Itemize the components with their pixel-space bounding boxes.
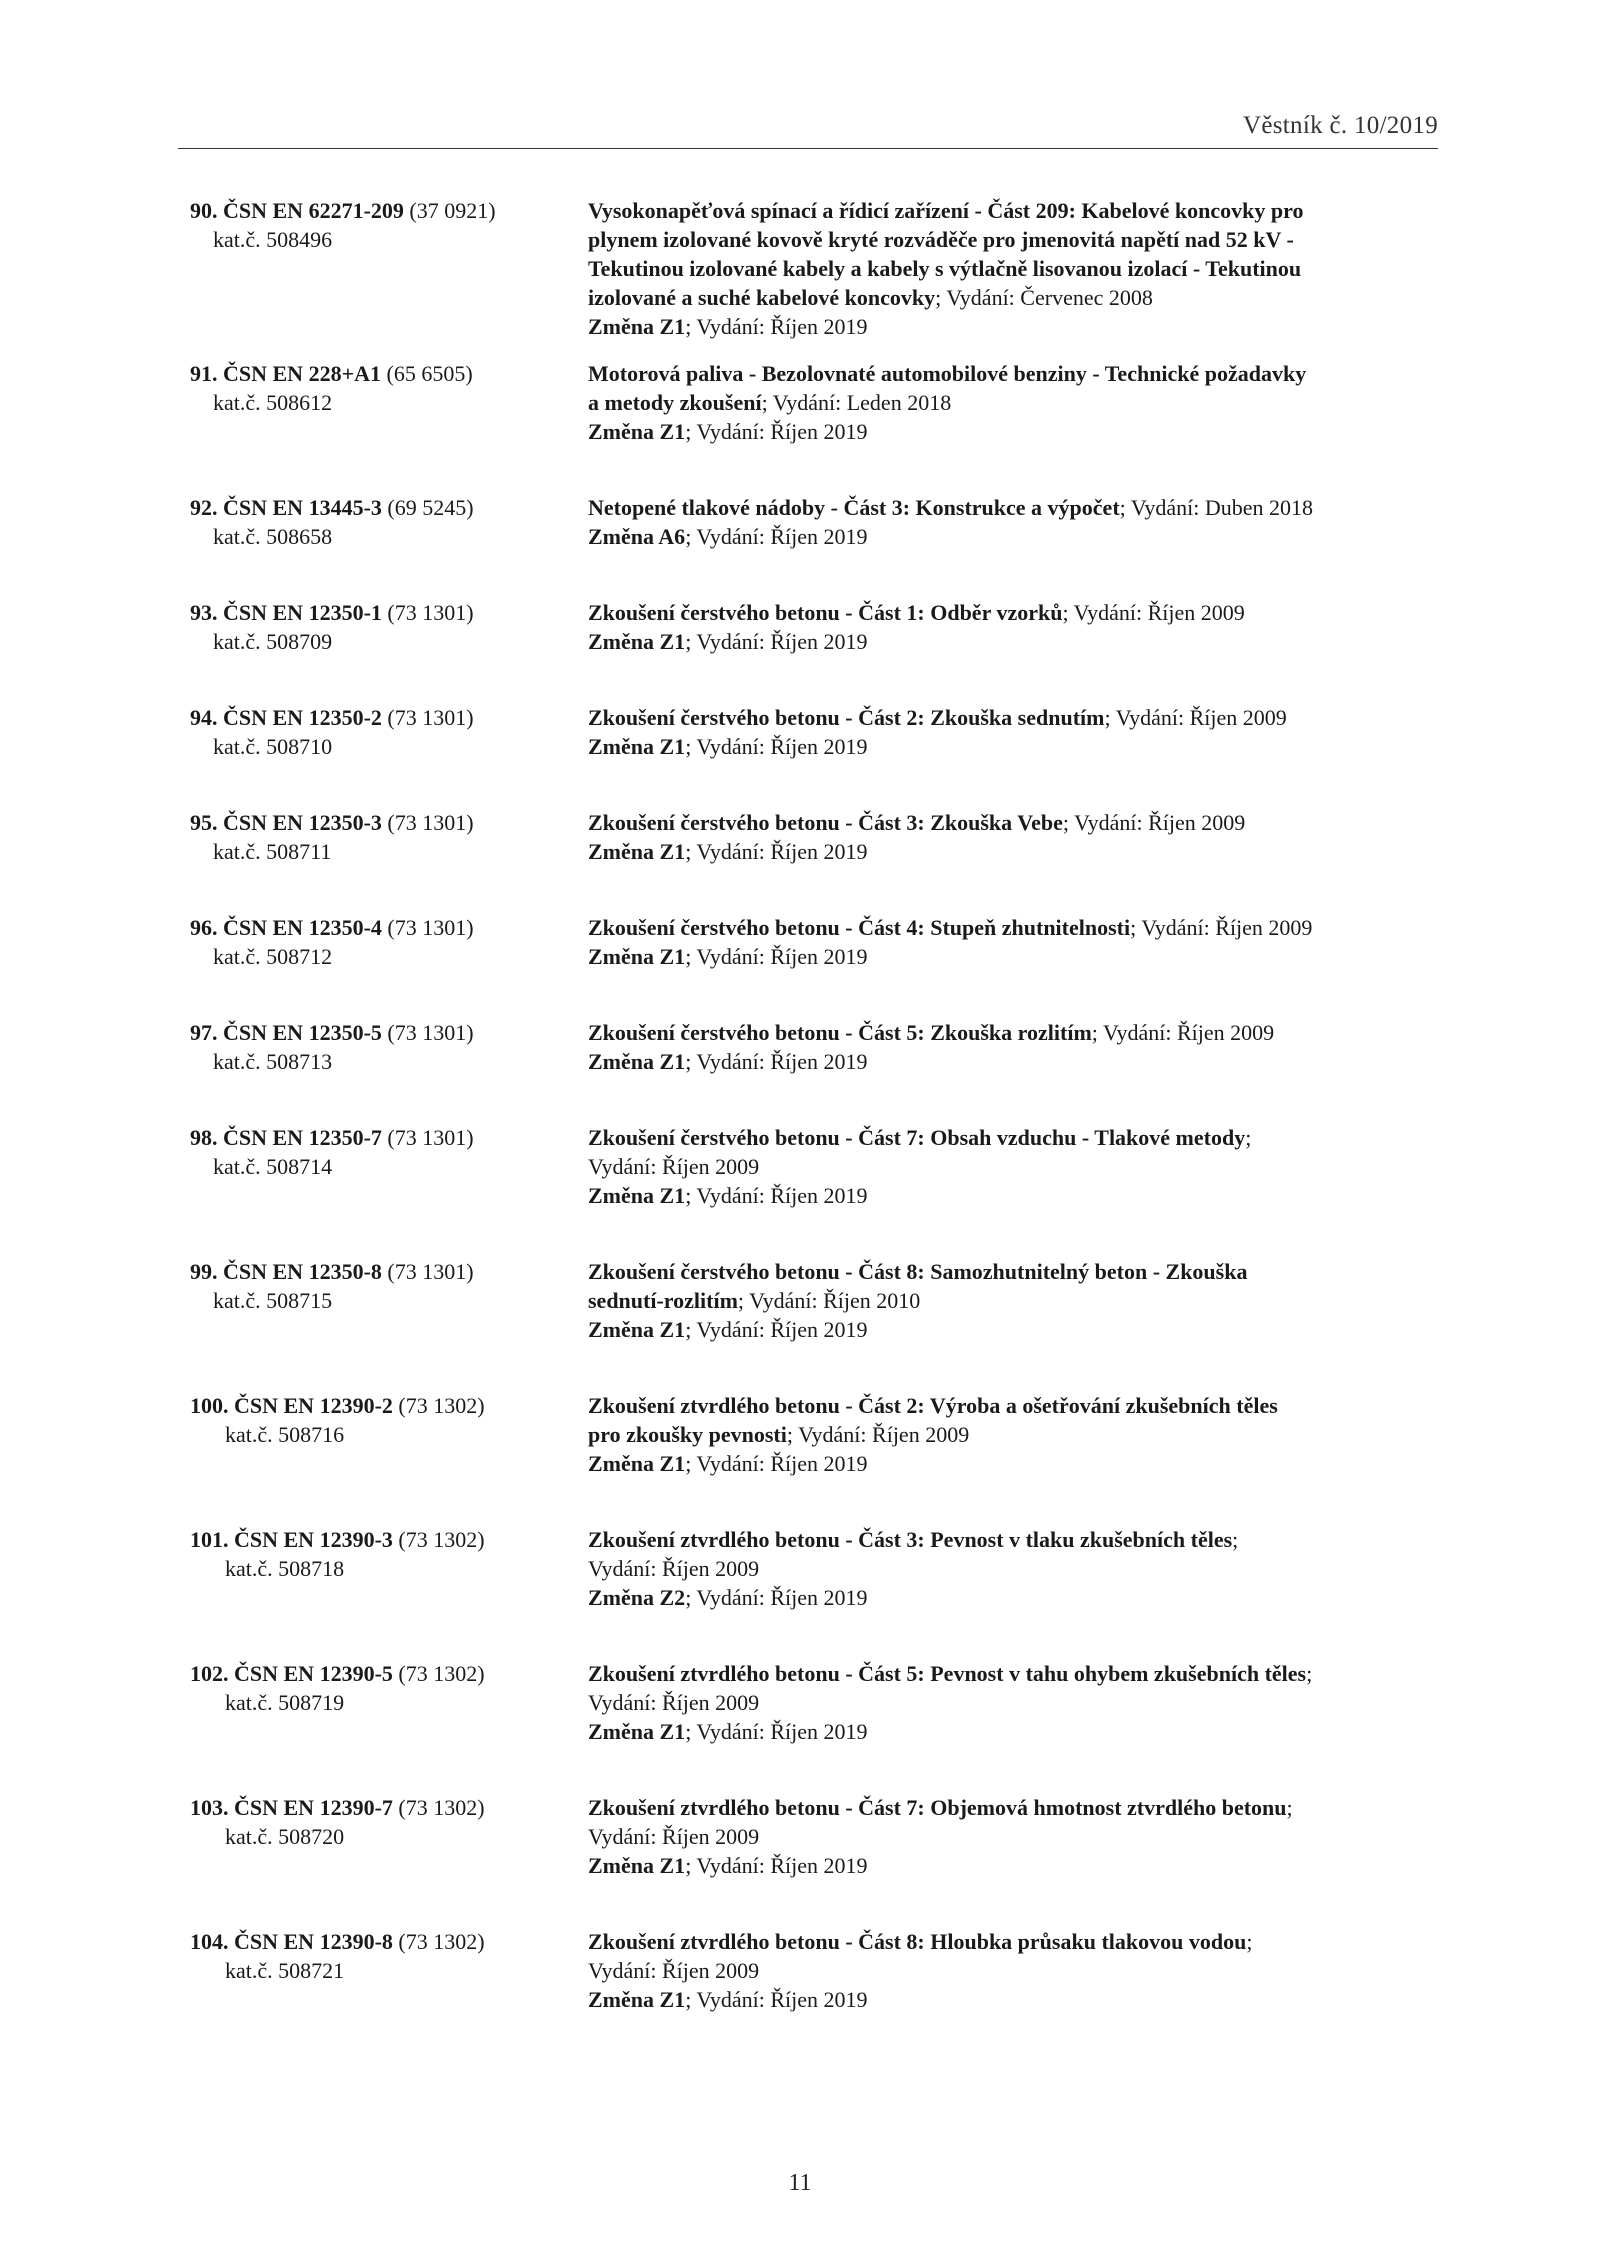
standard-description: Zkoušení ztvrdlého betonu - Část 7: Objemová hmotnost ztvrdlého betonu; Vydání: Říjen 2009 Změna Z1; Vydání: Říjen 2019 <box>588 1795 1293 1878</box>
standard-title-line: Zkoušení čerstvého betonu - Část 8: Samozhutnitelný beton - Zkouška <box>588 1259 1248 1284</box>
standard-identifier <box>190 1123 588 1210</box>
standard-entry <box>190 1525 1440 1612</box>
standard-code: ČSN EN 228+A1 <box>223 361 381 386</box>
amendment-issue-date: Vydání: Říjen 2019 <box>696 1719 868 1744</box>
amendment-label: Změna Z2 <box>588 1585 686 1610</box>
classification-code: (73 1302) <box>398 1929 485 1954</box>
entry-number: 104. <box>190 1929 229 1954</box>
standard-title-line: Zkoušení ztvrdlého betonu - Část 2: Výroba a ošetřování zkušebních těles <box>588 1393 1278 1418</box>
standard-code: ČSN EN 12350-4 <box>223 915 382 940</box>
standard-title-line: Motorová paliva - Bezolovnaté automobilové benziny - Technické požadavky <box>588 361 1307 386</box>
standard-entry <box>190 1257 1440 1344</box>
page-header <box>178 112 1438 149</box>
amendment-label: Změna Z1 <box>588 734 686 759</box>
standard-identifier <box>190 1927 588 2014</box>
standard-title-line: Zkoušení čerstvého betonu - Část 5: Zkouška rozlitím <box>588 1020 1092 1045</box>
page-number: 11 <box>788 2170 812 2196</box>
classification-code: (73 1302) <box>398 1393 485 1418</box>
catalog-number: kat.č. 508719 <box>225 1690 345 1715</box>
amendment-issue-date: Vydání: Říjen 2019 <box>696 1451 868 1476</box>
standard-description: Zkoušení čerstvého betonu - Část 7: Obsah vzduchu - Tlakové metody; Vydání: Říjen 2009 Změna Z1; Vydání: Říjen 2019 <box>588 1125 1252 1208</box>
catalog-number: kat.č. 508496 <box>213 227 333 252</box>
catalog-number: kat.č. 508709 <box>213 629 333 654</box>
standard-description: Zkoušení ztvrdlého betonu - Část 5: Pevnost v tahu ohybem zkušebních těles; Vydání: Říjen 2009 Změna Z1; Vydání: Říjen 2019 <box>588 1661 1313 1744</box>
amendment-issue-date: Vydání: Říjen 2019 <box>696 1049 868 1074</box>
standard-identifier <box>190 1391 588 1478</box>
standard-title-line: Zkoušení ztvrdlého betonu - Část 5: Pevnost v tahu ohybem zkušebních těles <box>588 1661 1307 1686</box>
standard-identifier <box>190 913 588 971</box>
amendment-label: Změna Z1 <box>588 1987 686 2012</box>
standard-title-line: Zkoušení ztvrdlého betonu - Část 8: Hloubka průsaku tlakovou vodou <box>588 1929 1247 1954</box>
standard-identifier <box>190 598 588 656</box>
standard-title-line: a metody zkoušení <box>588 390 762 415</box>
standard-description: Zkoušení čerstvého betonu - Část 3: Zkouška Vebe; Vydání: Říjen 2009 Změna Z1; Vydání: Říjen 2019 <box>588 810 1246 864</box>
issue-date: Vydání: Červenec 2008 <box>946 285 1153 310</box>
standard-description: Netopené tlakové nádoby - Část 3: Konstrukce a výpočet; Vydání: Duben 2018 Změna A6; Vydání: Říjen 2019 <box>588 495 1313 549</box>
standard-code: ČSN EN 12390-2 <box>234 1393 393 1418</box>
standard-identifier <box>190 359 588 446</box>
amendment-issue-date: Vydání: Říjen 2019 <box>696 1317 868 1342</box>
classification-code: (73 1301) <box>387 1259 474 1284</box>
amendment-issue-date: Vydání: Říjen 2019 <box>696 944 868 969</box>
issue-date: Vydání: Říjen 2009 <box>588 1154 760 1179</box>
standard-entry <box>190 1123 1440 1210</box>
classification-code: (73 1301) <box>387 1125 474 1150</box>
catalog-number: kat.č. 508712 <box>213 944 333 969</box>
standard-title-line: Zkoušení čerstvého betonu - Část 3: Zkouška Vebe <box>588 810 1063 835</box>
standard-title-line: Zkoušení čerstvého betonu - Část 2: Zkouška sednutím <box>588 705 1105 730</box>
amendment-label: Změna Z1 <box>588 1049 686 1074</box>
standard-description: Motorová paliva - Bezolovnaté automobilové benziny - Technické požadavky a metody zkoušení; Vydání: Leden 2018 Změna Z1; Vydání: Říjen 2019 <box>588 361 1307 444</box>
standard-code: ČSN EN 12350-2 <box>223 705 382 730</box>
amendment-issue-date: Vydání: Říjen 2019 <box>696 314 868 339</box>
standard-entry <box>190 1018 1440 1076</box>
amendment-label: Změna Z1 <box>588 1451 686 1476</box>
catalog-number: kat.č. 508721 <box>225 1958 345 1983</box>
standard-title-line: Zkoušení čerstvého betonu - Část 1: Odběr vzorků <box>588 600 1063 625</box>
entry-number: 91. <box>190 361 218 386</box>
standard-code: ČSN EN 12350-5 <box>223 1020 382 1045</box>
standard-identifier <box>190 1525 588 1612</box>
standard-identifier <box>190 196 588 341</box>
standard-identifier <box>190 1793 588 1880</box>
classification-code: (69 5245) <box>387 495 474 520</box>
classification-code: (73 1301) <box>387 1020 474 1045</box>
standard-entry <box>190 808 1440 866</box>
standard-title-line: izolované a suché kabelové koncovky <box>588 285 936 310</box>
standard-code: ČSN EN 12350-7 <box>223 1125 382 1150</box>
entry-number: 92. <box>190 495 218 520</box>
catalog-number: kat.č. 508612 <box>213 390 333 415</box>
standard-entry <box>190 1927 1440 2014</box>
amendment-issue-date: Vydání: Říjen 2019 <box>696 524 868 549</box>
standard-title-line: Zkoušení čerstvého betonu - Část 4: Stupeň zhutnitelnosti <box>588 915 1131 940</box>
issue-date: Vydání: Říjen 2009 <box>1074 810 1246 835</box>
issue-date: Vydání: Říjen 2009 <box>1073 600 1245 625</box>
issue-date: Vydání: Říjen 2009 <box>588 1690 760 1715</box>
standard-entry <box>190 493 1440 551</box>
standard-identifier <box>190 703 588 761</box>
amendment-label: Změna Z1 <box>588 839 686 864</box>
standard-code: ČSN EN 12390-7 <box>234 1795 393 1820</box>
amendment-label: Změna Z1 <box>588 944 686 969</box>
amendment-issue-date: Vydání: Říjen 2019 <box>696 1853 868 1878</box>
entry-number: 94. <box>190 705 218 730</box>
standard-description: Zkoušení čerstvého betonu - Část 4: Stupeň zhutnitelnosti; Vydání: Říjen 2009 Změna Z1; Vydání: Říjen 2019 <box>588 915 1313 969</box>
classification-code: (73 1302) <box>398 1661 485 1686</box>
standard-identifier <box>190 808 588 866</box>
standard-code: ČSN EN 12390-3 <box>234 1527 393 1552</box>
amendment-label: Změna Z1 <box>588 629 686 654</box>
amendment-issue-date: Vydání: Říjen 2019 <box>696 1585 868 1610</box>
standard-entry <box>190 1793 1440 1880</box>
issue-date: Vydání: Říjen 2010 <box>749 1288 921 1313</box>
standard-description: Zkoušení ztvrdlého betonu - Část 3: Pevnost v tlaku zkušebních těles; Vydání: Říjen 2009 Změna Z2; Vydání: Říjen 2019 <box>588 1527 1239 1610</box>
standard-code: ČSN EN 62271-209 <box>223 198 404 223</box>
standard-identifier <box>190 1659 588 1746</box>
standards-list <box>190 196 1440 2061</box>
catalog-number: kat.č. 508715 <box>213 1288 333 1313</box>
catalog-number: kat.č. 508658 <box>213 524 333 549</box>
standard-code: ČSN EN 13445-3 <box>223 495 382 520</box>
classification-code: (37 0921) <box>409 198 496 223</box>
entry-number: 93. <box>190 600 218 625</box>
standard-entry <box>190 196 1440 341</box>
standard-entry <box>190 598 1440 656</box>
issue-date: Vydání: Říjen 2009 <box>588 1556 760 1581</box>
catalog-number: kat.č. 508711 <box>213 839 332 864</box>
standard-code: ČSN EN 12350-8 <box>223 1259 382 1284</box>
standard-title-line: sednutí-rozlitím <box>588 1288 738 1313</box>
standard-code: ČSN EN 12390-5 <box>234 1661 393 1686</box>
standard-code: ČSN EN 12350-1 <box>223 600 382 625</box>
amendment-issue-date: Vydání: Říjen 2019 <box>696 1987 868 2012</box>
entry-number: 99. <box>190 1259 218 1284</box>
classification-code: (73 1301) <box>387 915 474 940</box>
standard-description: Vysokonapěťová spínací a řídicí zařízení - Část 209: Kabelové koncovky pro plynem izolované kovově kryté rozváděče pro jmenovitá napětí nad 52 kV - Tekutinou izolované kabely a kabely s výtlačně lisovanou izolací - Tekutinou izolované a suché kabelové koncovky; Vydání: Červenec 2008 Změna Z1; Vydání: Říjen 2019 <box>588 198 1304 339</box>
standard-title-line: pro zkoušky pevnosti <box>588 1422 787 1447</box>
classification-code: (73 1302) <box>398 1527 485 1552</box>
journal-issue-title: Věstník č. 10/2019 <box>1243 112 1438 139</box>
classification-code: (73 1301) <box>387 705 474 730</box>
standard-description: Zkoušení ztvrdlého betonu - Část 8: Hloubka průsaku tlakovou vodou; Vydání: Říjen 2009 Změna Z1; Vydání: Říjen 2019 <box>588 1929 1253 2012</box>
amendment-label: Změna Z1 <box>588 1317 686 1342</box>
standard-title-line: Zkoušení čerstvého betonu - Část 7: Obsah vzduchu - Tlakové metody <box>588 1125 1246 1150</box>
standard-identifier <box>190 493 588 551</box>
entry-number: 96. <box>190 915 218 940</box>
standard-title-line: Netopené tlakové nádoby - Část 3: Konstrukce a výpočet <box>588 495 1120 520</box>
amendment-label: Změna A6 <box>588 524 686 549</box>
standard-description: Zkoušení čerstvého betonu - Část 2: Zkouška sednutím; Vydání: Říjen 2009 Změna Z1; Vydání: Říjen 2019 <box>588 705 1287 759</box>
classification-code: (73 1301) <box>387 810 474 835</box>
standard-entry <box>190 1659 1440 1746</box>
issue-date: Vydání: Říjen 2009 <box>798 1422 970 1447</box>
amendment-issue-date: Vydání: Říjen 2019 <box>696 1183 868 1208</box>
standard-title-line: Vysokonapěťová spínací a řídicí zařízení - Část 209: Kabelové koncovky pro <box>588 198 1304 223</box>
amendment-label: Změna Z1 <box>588 419 686 444</box>
amendment-issue-date: Vydání: Říjen 2019 <box>696 839 868 864</box>
standard-description: Zkoušení čerstvého betonu - Část 8: Samozhutnitelný beton - Zkouška sednutí-rozlitím; Vydání: Říjen 2010 Změna Z1; Vydání: Říjen 2019 <box>588 1259 1248 1342</box>
classification-code: (73 1301) <box>387 600 474 625</box>
issue-date: Vydání: Říjen 2009 <box>1115 705 1287 730</box>
catalog-number: kat.č. 508718 <box>225 1556 345 1581</box>
amendment-label: Změna Z1 <box>588 1719 686 1744</box>
entry-number: 97. <box>190 1020 218 1045</box>
amendment-label: Změna Z1 <box>588 1183 686 1208</box>
amendment-label: Změna Z1 <box>588 314 686 339</box>
entry-number: 103. <box>190 1795 229 1820</box>
standard-description: Zkoušení čerstvého betonu - Část 5: Zkouška rozlitím; Vydání: Říjen 2009 Změna Z1; Vydání: Říjen 2019 <box>588 1020 1275 1074</box>
standard-identifier <box>190 1018 588 1076</box>
standard-title-line: Tekutinou izolované kabely a kabely s výtlačně lisovanou izolací - Tekutinou <box>588 256 1302 281</box>
standard-code: ČSN EN 12350-3 <box>223 810 382 835</box>
amendment-label: Změna Z1 <box>588 1853 686 1878</box>
standard-entry <box>190 913 1440 971</box>
standard-title-line: plynem izolované kovově kryté rozváděče pro jmenovitá napětí nad 52 kV - <box>588 227 1294 252</box>
entry-number: 100. <box>190 1393 229 1418</box>
classification-code: (73 1302) <box>398 1795 485 1820</box>
catalog-number: kat.č. 508716 <box>225 1422 345 1447</box>
issue-date: Vydání: Duben 2018 <box>1130 495 1313 520</box>
classification-code: (65 6505) <box>386 361 473 386</box>
standard-entry <box>190 703 1440 761</box>
entry-number: 101. <box>190 1527 229 1552</box>
issue-date: Vydání: Říjen 2009 <box>588 1824 760 1849</box>
standard-title-line: Zkoušení ztvrdlého betonu - Část 3: Pevnost v tlaku zkušebních těles <box>588 1527 1233 1552</box>
standard-description: Zkoušení čerstvého betonu - Část 1: Odběr vzorků; Vydání: Říjen 2009 Změna Z1; Vydání: Říjen 2019 <box>588 600 1245 654</box>
amendment-issue-date: Vydání: Říjen 2019 <box>696 629 868 654</box>
issue-date: Vydání: Říjen 2009 <box>588 1958 760 1983</box>
standard-description: Zkoušení ztvrdlého betonu - Část 2: Výroba a ošetřování zkušebních těles pro zkoušky pevnosti; Vydání: Říjen 2009 Změna Z1; Vydání: Říjen 2019 <box>588 1393 1278 1476</box>
standard-code: ČSN EN 12390-8 <box>234 1929 393 1954</box>
amendment-issue-date: Vydání: Říjen 2019 <box>696 734 868 759</box>
catalog-number: kat.č. 508713 <box>213 1049 333 1074</box>
issue-date: Vydání: Říjen 2009 <box>1141 915 1313 940</box>
entry-number: 102. <box>190 1661 229 1686</box>
catalog-number: kat.č. 508720 <box>225 1824 345 1849</box>
issue-date: Vydání: Říjen 2009 <box>1103 1020 1275 1045</box>
entry-number: 95. <box>190 810 218 835</box>
catalog-number: kat.č. 508710 <box>213 734 333 759</box>
entry-number: 98. <box>190 1125 218 1150</box>
standard-entry <box>190 1391 1440 1478</box>
entry-number: 90. <box>190 198 218 223</box>
catalog-number: kat.č. 508714 <box>213 1154 333 1179</box>
issue-date: Vydání: Leden 2018 <box>772 390 952 415</box>
standard-title-line: Zkoušení ztvrdlého betonu - Část 7: Objemová hmotnost ztvrdlého betonu <box>588 1795 1287 1820</box>
amendment-issue-date: Vydání: Říjen 2019 <box>696 419 868 444</box>
standard-entry <box>190 359 1440 446</box>
standard-identifier <box>190 1257 588 1344</box>
